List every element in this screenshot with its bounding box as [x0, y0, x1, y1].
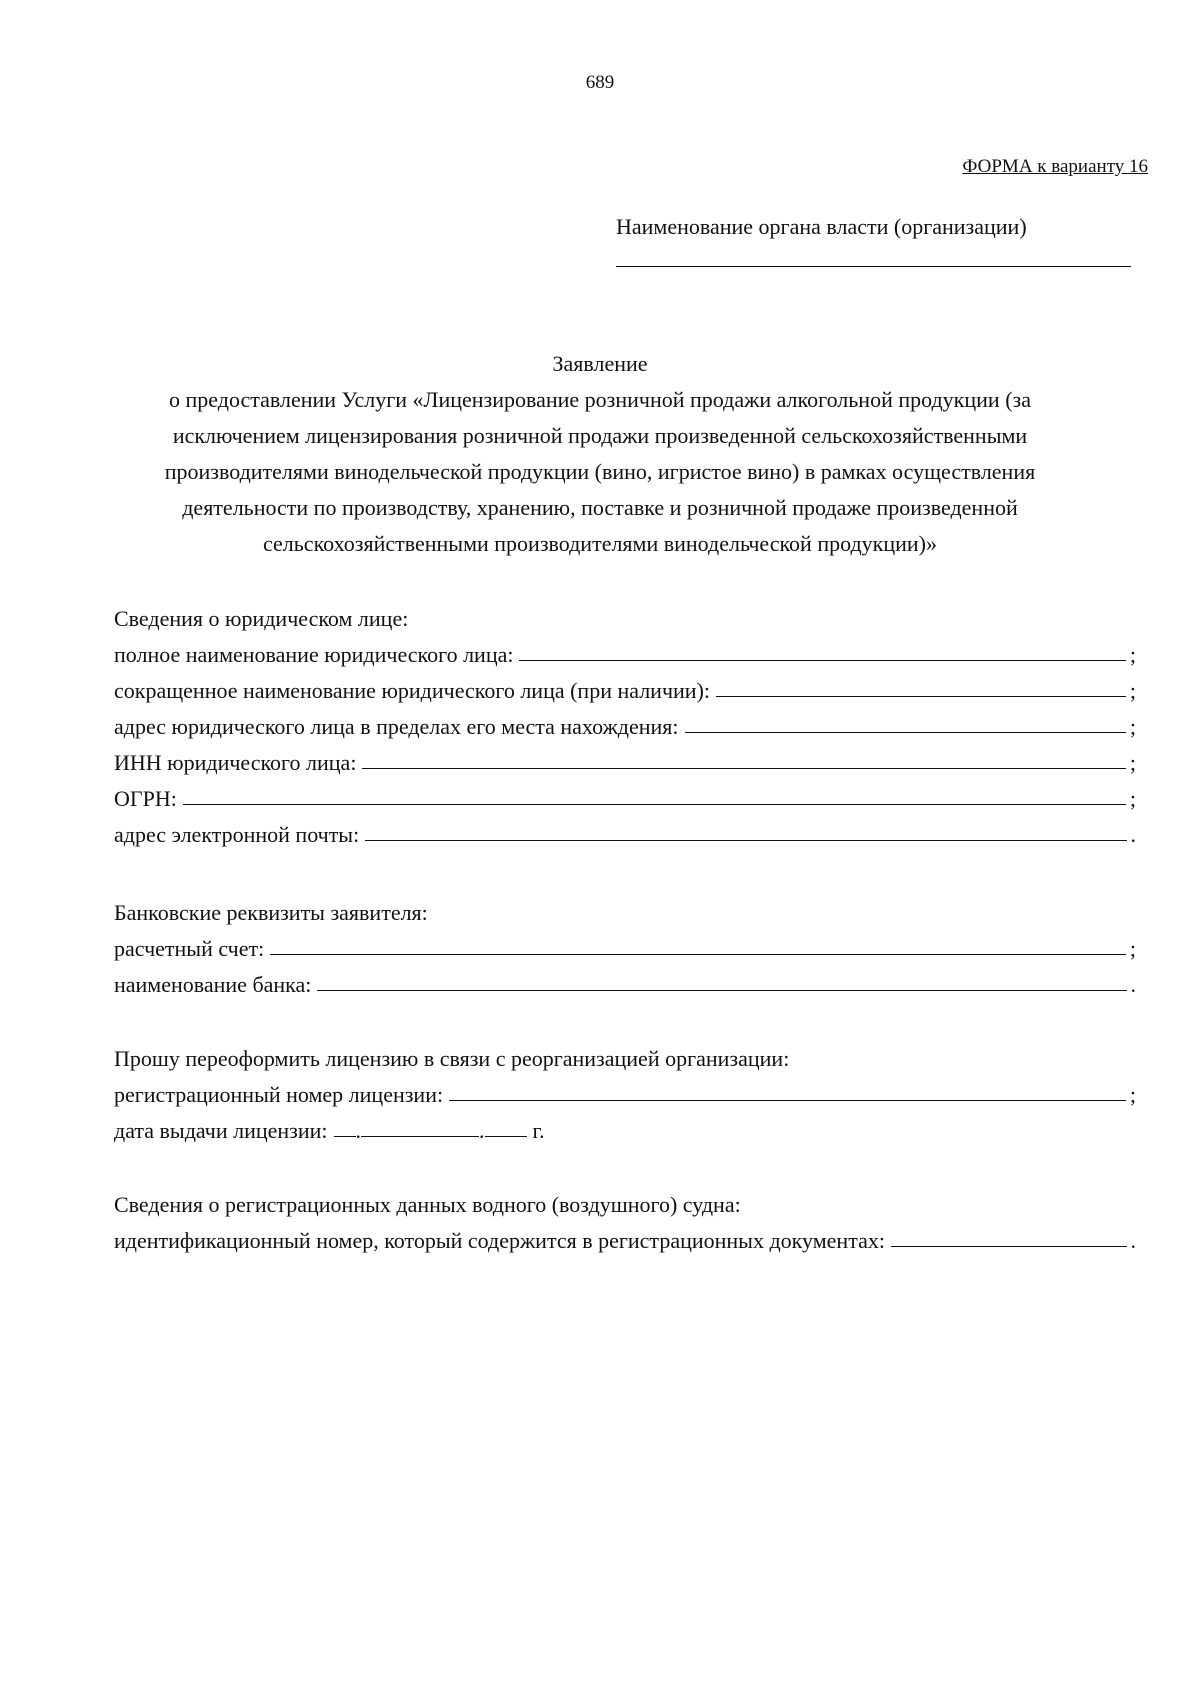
- field-label: полное наименование юридического лица:: [114, 642, 514, 667]
- license-number-row: регистрационный номер лицензии: ;: [114, 1082, 1136, 1107]
- section-title: Сведения о регистрационных данных водного (воздушного) судна:: [114, 1192, 741, 1217]
- vessel-id-field[interactable]: [891, 1245, 1127, 1247]
- field-label: адрес юридического лица в пределах его места нахождения:: [114, 714, 679, 739]
- vessel-id-row: идентификационный номер, который содержится в регистрационных документах: .: [114, 1228, 1136, 1253]
- field-label: адрес электронной почты:: [114, 822, 360, 847]
- short-name-field[interactable]: [716, 695, 1126, 697]
- application-heading: [100, 346, 1100, 562]
- year-suffix: г.: [532, 1118, 545, 1143]
- inn-field[interactable]: [362, 767, 1125, 769]
- inn-row: ИНН юридического лица: ;: [114, 750, 1136, 775]
- field-label: дата выдачи лицензии:: [114, 1118, 328, 1143]
- field-label: ИНН юридического лица:: [114, 750, 357, 775]
- account-row: расчетный счет: ;: [114, 936, 1136, 961]
- authority-label: Наименование органа власти (организации): [616, 214, 1027, 239]
- heading-line: исключением лицензирования розничной продажи произведенной сельскохозяйственными: [172, 423, 1028, 448]
- heading-line: о предоставлении Услуги «Лицензирование розничной продажи алкогольной продукции (за: [169, 387, 1031, 412]
- email-row: адрес электронной почты: .: [114, 822, 1136, 847]
- account-field[interactable]: [270, 953, 1126, 955]
- section-title: Прошу переоформить лицензию в связи с реорганизацией организации:: [114, 1046, 790, 1071]
- full-name-field[interactable]: [519, 659, 1125, 661]
- field-label: расчетный счет:: [114, 936, 265, 961]
- field-label: регистрационный номер лицензии:: [114, 1082, 444, 1107]
- vessel-section: [114, 1182, 1136, 1254]
- date-separator: .: [479, 1118, 485, 1143]
- heading-line: производителями винодельческой продукции (вино, игристое вино) в рамках осуществления: [164, 459, 1036, 484]
- field-label: наименование банка:: [114, 972, 312, 997]
- full-name-row: полное наименование юридического лица: ;: [114, 642, 1136, 667]
- legal-entity-section: [114, 596, 1136, 848]
- ogrn-field[interactable]: [183, 803, 1126, 805]
- field-label: сокращенное наименование юридического лица (при наличии):: [114, 678, 711, 703]
- license-number-field[interactable]: [449, 1099, 1126, 1101]
- field-label: ОГРН:: [114, 786, 177, 811]
- field-label: идентификационный номер, который содержится в регистрационных документах:: [114, 1228, 885, 1253]
- heading-line: сельскохозяйственными производителями винодельческой продукции)»: [263, 531, 937, 556]
- license-date-row: [114, 1108, 1136, 1144]
- form-reference: ФОРМА к варианту 16: [962, 156, 1148, 177]
- reissue-section: [114, 1036, 1136, 1144]
- section-title: Сведения о юридическом лице:: [114, 606, 409, 631]
- address-field[interactable]: [685, 731, 1126, 733]
- address-row: адрес юридического лица в пределах его места нахождения: ;: [114, 714, 1136, 739]
- heading-line: деятельности по производству, хранению, поставке и розничной продаже произведенной: [182, 495, 1018, 520]
- bank-name-row: наименование банка: .: [114, 972, 1136, 997]
- bank-name-field[interactable]: [317, 989, 1126, 991]
- email-field[interactable]: [365, 839, 1126, 841]
- date-month-field[interactable]: [361, 1135, 479, 1137]
- ogrn-row: ОГРН: ;: [114, 786, 1136, 811]
- authority-field[interactable]: [616, 266, 1131, 267]
- date-year-field[interactable]: [485, 1135, 527, 1137]
- page-number: 689: [585, 72, 615, 93]
- bank-section: [114, 890, 1136, 998]
- date-separator: .: [355, 1118, 362, 1143]
- section-title: Банковские реквизиты заявителя:: [114, 900, 428, 925]
- short-name-row: сокращенное наименование юридического лица (при наличии): ;: [114, 678, 1136, 703]
- date-day-field[interactable]: [334, 1135, 356, 1137]
- heading-title: Заявление: [552, 351, 648, 376]
